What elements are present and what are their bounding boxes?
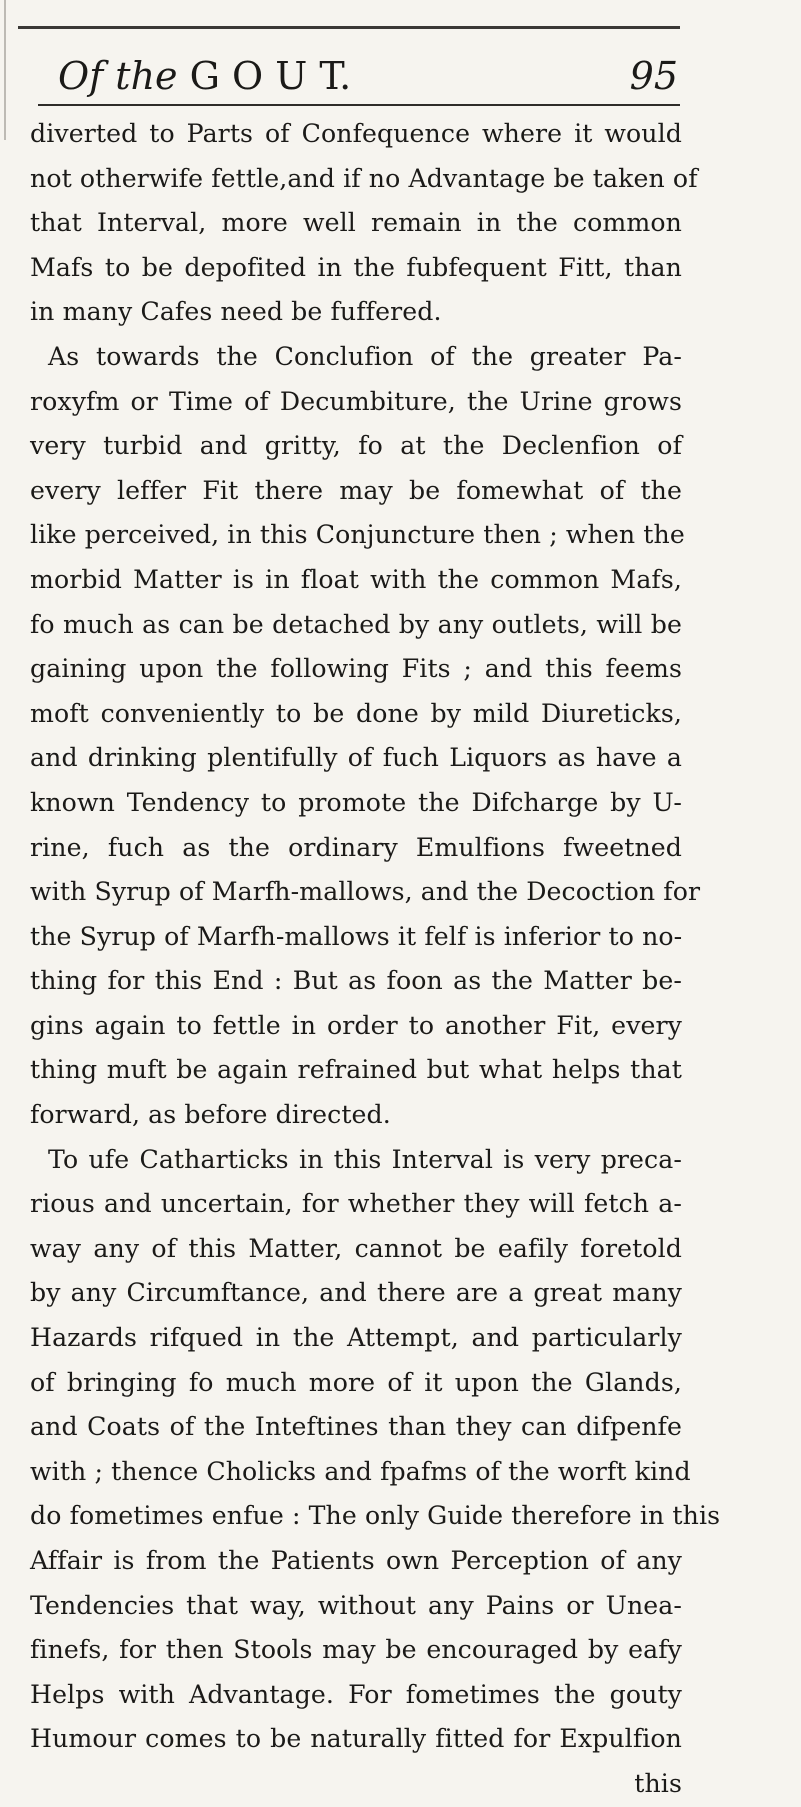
text-line: every leffer Fit there may be fomewhat of the (30, 475, 682, 505)
text-line: morbid Matter is in float with the common Mafs, (30, 564, 682, 594)
text-line: To ufe Catharticks in this Interval is very preca- (48, 1144, 682, 1174)
text-line: gins again to fettle in order to another Fit, every (30, 1010, 682, 1040)
text-line: with ; thence Cholicks and fpafms of the worft kind (30, 1456, 691, 1486)
text-line: of bringing fo much more of it upon the Glands, (30, 1367, 682, 1397)
text-line: diverted to Parts of Confequence where it would (30, 119, 682, 148)
body-text (30, 112, 721, 1807)
text-line: like perceived, in this Conjuncture then ; when the (30, 520, 685, 550)
text-line: fo much as can be detached by any outlets, will be (30, 609, 682, 639)
text-line: do fometimes enfue : The only Guide therefore in this (30, 1501, 721, 1531)
text-line: roxyfm or Time of Decumbiture, the Urine grows (30, 386, 682, 416)
text-line: and Coats of the Inteftines than they can difpenfe (30, 1412, 682, 1442)
page-header (58, 54, 678, 98)
text-line: rious and uncertain, for whether they will fetch a- (30, 1189, 682, 1219)
page-edge-rule (4, 0, 6, 140)
running-title-prefix: Of the (58, 54, 178, 98)
text-line: way any of this Matter, cannot be eafily foretold (30, 1233, 682, 1263)
text-line: thing muft be again refrained but what helps that (30, 1055, 682, 1085)
text-line: finefs, for then Stools may be encouraged by eafy (30, 1635, 682, 1665)
text-line: As towards the Conclufion of the greater Pa- (48, 341, 682, 371)
running-title (58, 54, 351, 98)
text-line: that Interval, more well remain in the common (30, 208, 682, 238)
text-line: very turbid and gritty, fo at the Declenfion of (30, 431, 682, 461)
page-number: 95 (629, 54, 678, 98)
text-line: Affair is from the Patients own Perception of any (30, 1546, 682, 1575)
text-line: Tendencies that way, without any Pains or Unea- (30, 1590, 682, 1620)
text-line: forward, as before directed. (30, 1100, 391, 1130)
text-line: and drinking plentifully of fuch Liquors as have a (30, 743, 682, 773)
text-line: rine, fuch as the ordinary Emulfions fweetned (30, 832, 682, 862)
top-ornament-rule (18, 26, 680, 29)
text-line: Humour comes to be naturally fitted for Expulfion (30, 1724, 682, 1754)
header-rule (38, 104, 680, 106)
catchword: this (634, 1768, 682, 1798)
text-line: Hazards rifqued in the Attempt, and particularly (30, 1323, 682, 1353)
text-line: by any Circumftance, and there are a great many (30, 1278, 682, 1308)
text-line: with Syrup of Marfh-mallows, and the Decoction for (30, 877, 701, 907)
text-line: the Syrup of Marfh-mallows it felf is inferior to no- (30, 921, 683, 951)
text-line: thing for this End : But as foon as the Matter be- (30, 966, 682, 996)
running-title-main: G O U T. (177, 54, 352, 98)
text-line: moft conveniently to be done by mild Diureticks, (30, 698, 682, 728)
text-line: known Tendency to promote the Difcharge by U- (30, 787, 682, 817)
text-line: Helps with Advantage. For fometimes the gouty (30, 1679, 682, 1709)
text-line: not otherwife fettle,and if no Advantage be taken of (30, 163, 698, 193)
text-line: Mafs to be depofited in the fubfequent Fitt, than (30, 252, 682, 282)
text-line: in many Cafes need be fuffered. (30, 297, 442, 327)
text-line: gaining upon the following Fits ; and this feems (30, 654, 682, 684)
